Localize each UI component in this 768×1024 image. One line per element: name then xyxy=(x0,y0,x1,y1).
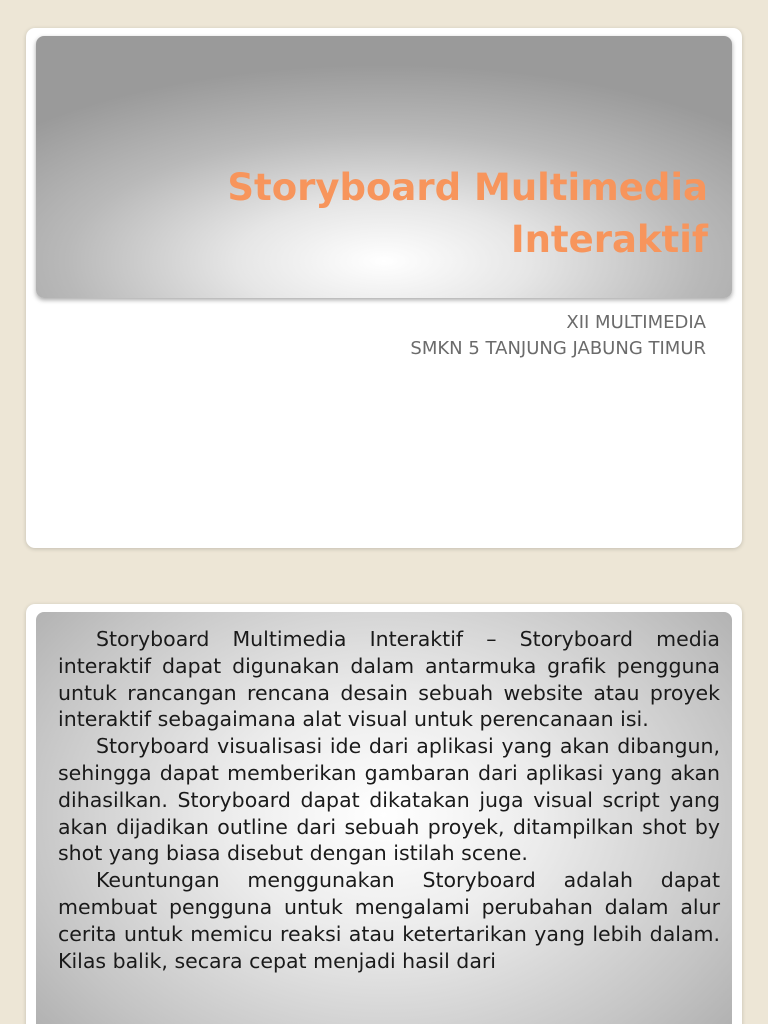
body-paragraph-3: Keuntungan menggunakan Storyboard adalah dapat membuat pengguna untuk mengalami perubahan dalam alur cerita untuk memicu reaksi atau ketertarikan yang lebih dalam. Kilas balik, secara cepat menjadi hasil dari xyxy=(58,868,720,973)
content-panel xyxy=(36,612,732,1024)
subtitle-line-1: XII MULTIMEDIA xyxy=(566,312,706,333)
slide-2 xyxy=(26,604,742,1024)
body-paragraph-1: Storyboard Multimedia Interaktif – Storyboard media interaktif dapat digunakan dalam antarmuka grafik pengguna untuk rancangan rencana desain sebuah website atau proyek interaktif sebagaimana alat visual untuk perencanaan isi. xyxy=(58,627,720,732)
title-banner xyxy=(36,36,732,298)
slide-title xyxy=(68,162,708,266)
title-line-2: Interaktif xyxy=(510,218,708,261)
slide-subtitle xyxy=(146,310,706,362)
slide-1 xyxy=(26,28,742,548)
body-paragraph-2: Storyboard visualisasi ide dari aplikasi yang akan dibangun, sehingga dapat memberikan gambaran dari aplikasi yang akan dihasilkan. Storyboard dapat dikatakan juga visual script yang akan dijadikan outline dari sebuah proyek, ditampilkan shot by shot yang biasa disebut dengan istilah scene. xyxy=(58,734,720,866)
subtitle-line-2: SMKN 5 TANJUNG JABUNG TIMUR xyxy=(410,338,706,359)
slide-body-text xyxy=(58,626,720,974)
title-line-1: Storyboard Multimedia xyxy=(227,166,708,209)
